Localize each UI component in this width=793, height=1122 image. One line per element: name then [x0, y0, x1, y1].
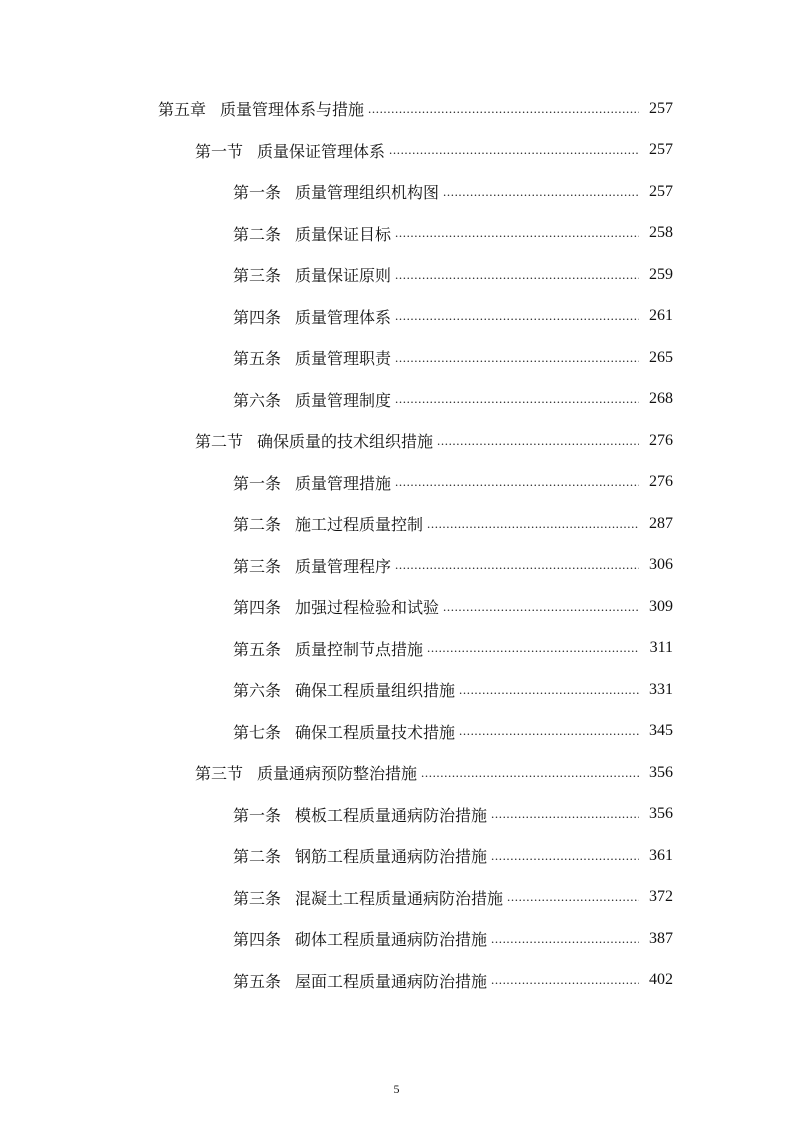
toc-entry-number: 第一条 [233, 805, 282, 825]
toc-entry-page: 257 [649, 99, 673, 117]
toc-entry[interactable] [0, 130, 793, 172]
toc-entry-title: 质量管理程序 [295, 556, 392, 576]
toc-entry-number: 第四条 [233, 930, 282, 950]
toc-entry-page: 402 [649, 971, 673, 989]
dot-leader [437, 431, 639, 451]
toc-entry-page: 276 [649, 473, 673, 491]
toc-entry-number: 第六条 [233, 681, 282, 701]
toc-entry[interactable] [0, 835, 793, 877]
toc-entry-page: 361 [649, 846, 673, 864]
toc-entry-number: 第六条 [233, 390, 282, 410]
dot-leader [395, 306, 639, 326]
toc-entry-page: 372 [649, 888, 673, 906]
toc-entry-title: 钢筋工程质量通病防治措施 [295, 847, 488, 867]
toc-entry-page: 276 [649, 431, 673, 449]
toc-entry-title: 屋面工程质量通病防治措施 [295, 971, 488, 991]
toc-entry-number: 第三节 [195, 764, 244, 784]
toc-entry[interactable] [0, 960, 793, 1002]
toc-entry[interactable] [0, 711, 793, 753]
toc-entry[interactable] [0, 918, 793, 960]
dot-leader [491, 970, 639, 990]
toc-entry-title: 质量管理制度 [295, 390, 392, 410]
dot-leader [427, 514, 639, 534]
dot-leader [459, 721, 639, 741]
toc-entry[interactable] [0, 503, 793, 545]
toc-entry-page: 268 [649, 390, 673, 408]
dot-leader [491, 804, 639, 824]
toc-entry-number: 第五条 [233, 639, 282, 659]
toc-entry-page: 345 [649, 722, 673, 740]
dot-leader [491, 846, 639, 866]
toc-entry-title: 质量保证原则 [295, 266, 392, 286]
dot-leader [459, 680, 639, 700]
toc-entry[interactable] [0, 254, 793, 296]
toc-entry-title: 质量控制节点措施 [295, 639, 424, 659]
toc-entry-page: 265 [649, 348, 673, 366]
toc-entry-number: 第二节 [195, 432, 244, 452]
toc-entry-title: 施工过程质量控制 [295, 515, 424, 535]
toc-entry-title: 混凝土工程质量通病防治措施 [295, 888, 504, 908]
toc-entry[interactable] [0, 586, 793, 628]
dot-leader [507, 887, 639, 907]
toc-entry-number: 第一节 [195, 141, 244, 161]
toc-entry[interactable] [0, 462, 793, 504]
dot-leader [368, 99, 639, 119]
toc-entry-number: 第二条 [233, 224, 282, 244]
toc-entry-number: 第七条 [233, 722, 282, 742]
dot-leader [421, 763, 639, 783]
toc-entry-title: 质量通病预防整治措施 [257, 764, 418, 784]
toc-entry[interactable] [0, 669, 793, 711]
toc-entry-number: 第一条 [233, 183, 282, 203]
toc-entry[interactable] [0, 379, 793, 421]
dot-leader [395, 223, 639, 243]
dot-leader [395, 389, 639, 409]
dot-leader [395, 555, 639, 575]
table-of-contents [0, 88, 793, 1001]
toc-entry-page: 258 [649, 224, 673, 242]
toc-entry[interactable] [0, 752, 793, 794]
toc-entry[interactable] [0, 794, 793, 836]
toc-entry-page: 257 [649, 182, 673, 200]
toc-entry[interactable] [0, 88, 793, 130]
toc-entry-number: 第三条 [233, 266, 282, 286]
toc-entry-title: 质量管理体系与措施 [220, 100, 365, 120]
toc-entry-title: 质量保证目标 [295, 224, 392, 244]
toc-entry-title: 确保工程质量组织措施 [295, 681, 456, 701]
toc-entry-number: 第一条 [233, 473, 282, 493]
toc-entry-title: 质量管理组织机构图 [295, 183, 440, 203]
dot-leader [427, 638, 639, 658]
dot-leader [443, 182, 639, 202]
toc-entry[interactable] [0, 545, 793, 587]
toc-entry-number: 第五条 [233, 349, 282, 369]
dot-leader [395, 472, 639, 492]
page-number: 5 [393, 1082, 400, 1096]
toc-entry-title: 砌体工程质量通病防治措施 [295, 930, 488, 950]
toc-entry-title: 质量管理措施 [295, 473, 392, 493]
toc-entry-page: 287 [649, 514, 673, 532]
toc-entry-page: 311 [649, 639, 673, 657]
toc-entry[interactable] [0, 213, 793, 255]
toc-entry-page: 331 [649, 680, 673, 698]
toc-entry-number: 第三条 [233, 556, 282, 576]
dot-leader [491, 929, 639, 949]
toc-entry-page: 261 [649, 307, 673, 325]
toc-entry-number: 第二条 [233, 847, 282, 867]
toc-entry-title: 质量保证管理体系 [257, 141, 386, 161]
toc-entry-page: 306 [649, 556, 673, 574]
dot-leader [443, 597, 639, 617]
toc-entry-number: 第三条 [233, 888, 282, 908]
toc-entry-title: 加强过程检验和试验 [295, 598, 440, 618]
toc-entry-number: 第四条 [233, 307, 282, 327]
dot-leader [395, 265, 639, 285]
toc-entry-number: 第五条 [233, 971, 282, 991]
toc-entry-title: 模板工程质量通病防治措施 [295, 805, 488, 825]
toc-entry[interactable] [0, 420, 793, 462]
toc-entry[interactable] [0, 171, 793, 213]
toc-entry[interactable] [0, 628, 793, 670]
toc-entry[interactable] [0, 877, 793, 919]
toc-entry[interactable] [0, 296, 793, 338]
dot-leader [389, 140, 639, 160]
toc-entry-number: 第四条 [233, 598, 282, 618]
toc-entry-number: 第二条 [233, 515, 282, 535]
toc-entry-page: 356 [649, 763, 673, 781]
toc-entry-page: 259 [649, 265, 673, 283]
toc-entry-title: 确保质量的技术组织措施 [257, 432, 434, 452]
toc-entry[interactable] [0, 337, 793, 379]
dot-leader [395, 348, 639, 368]
toc-entry-page: 356 [649, 805, 673, 823]
toc-entry-title: 质量管理体系 [295, 307, 392, 327]
toc-entry-title: 质量管理职责 [295, 349, 392, 369]
toc-entry-page: 257 [649, 141, 673, 159]
toc-entry-page: 387 [649, 929, 673, 947]
toc-entry-number: 第五章 [158, 100, 207, 120]
toc-entry-title: 确保工程质量技术措施 [295, 722, 456, 742]
toc-entry-page: 309 [649, 597, 673, 615]
